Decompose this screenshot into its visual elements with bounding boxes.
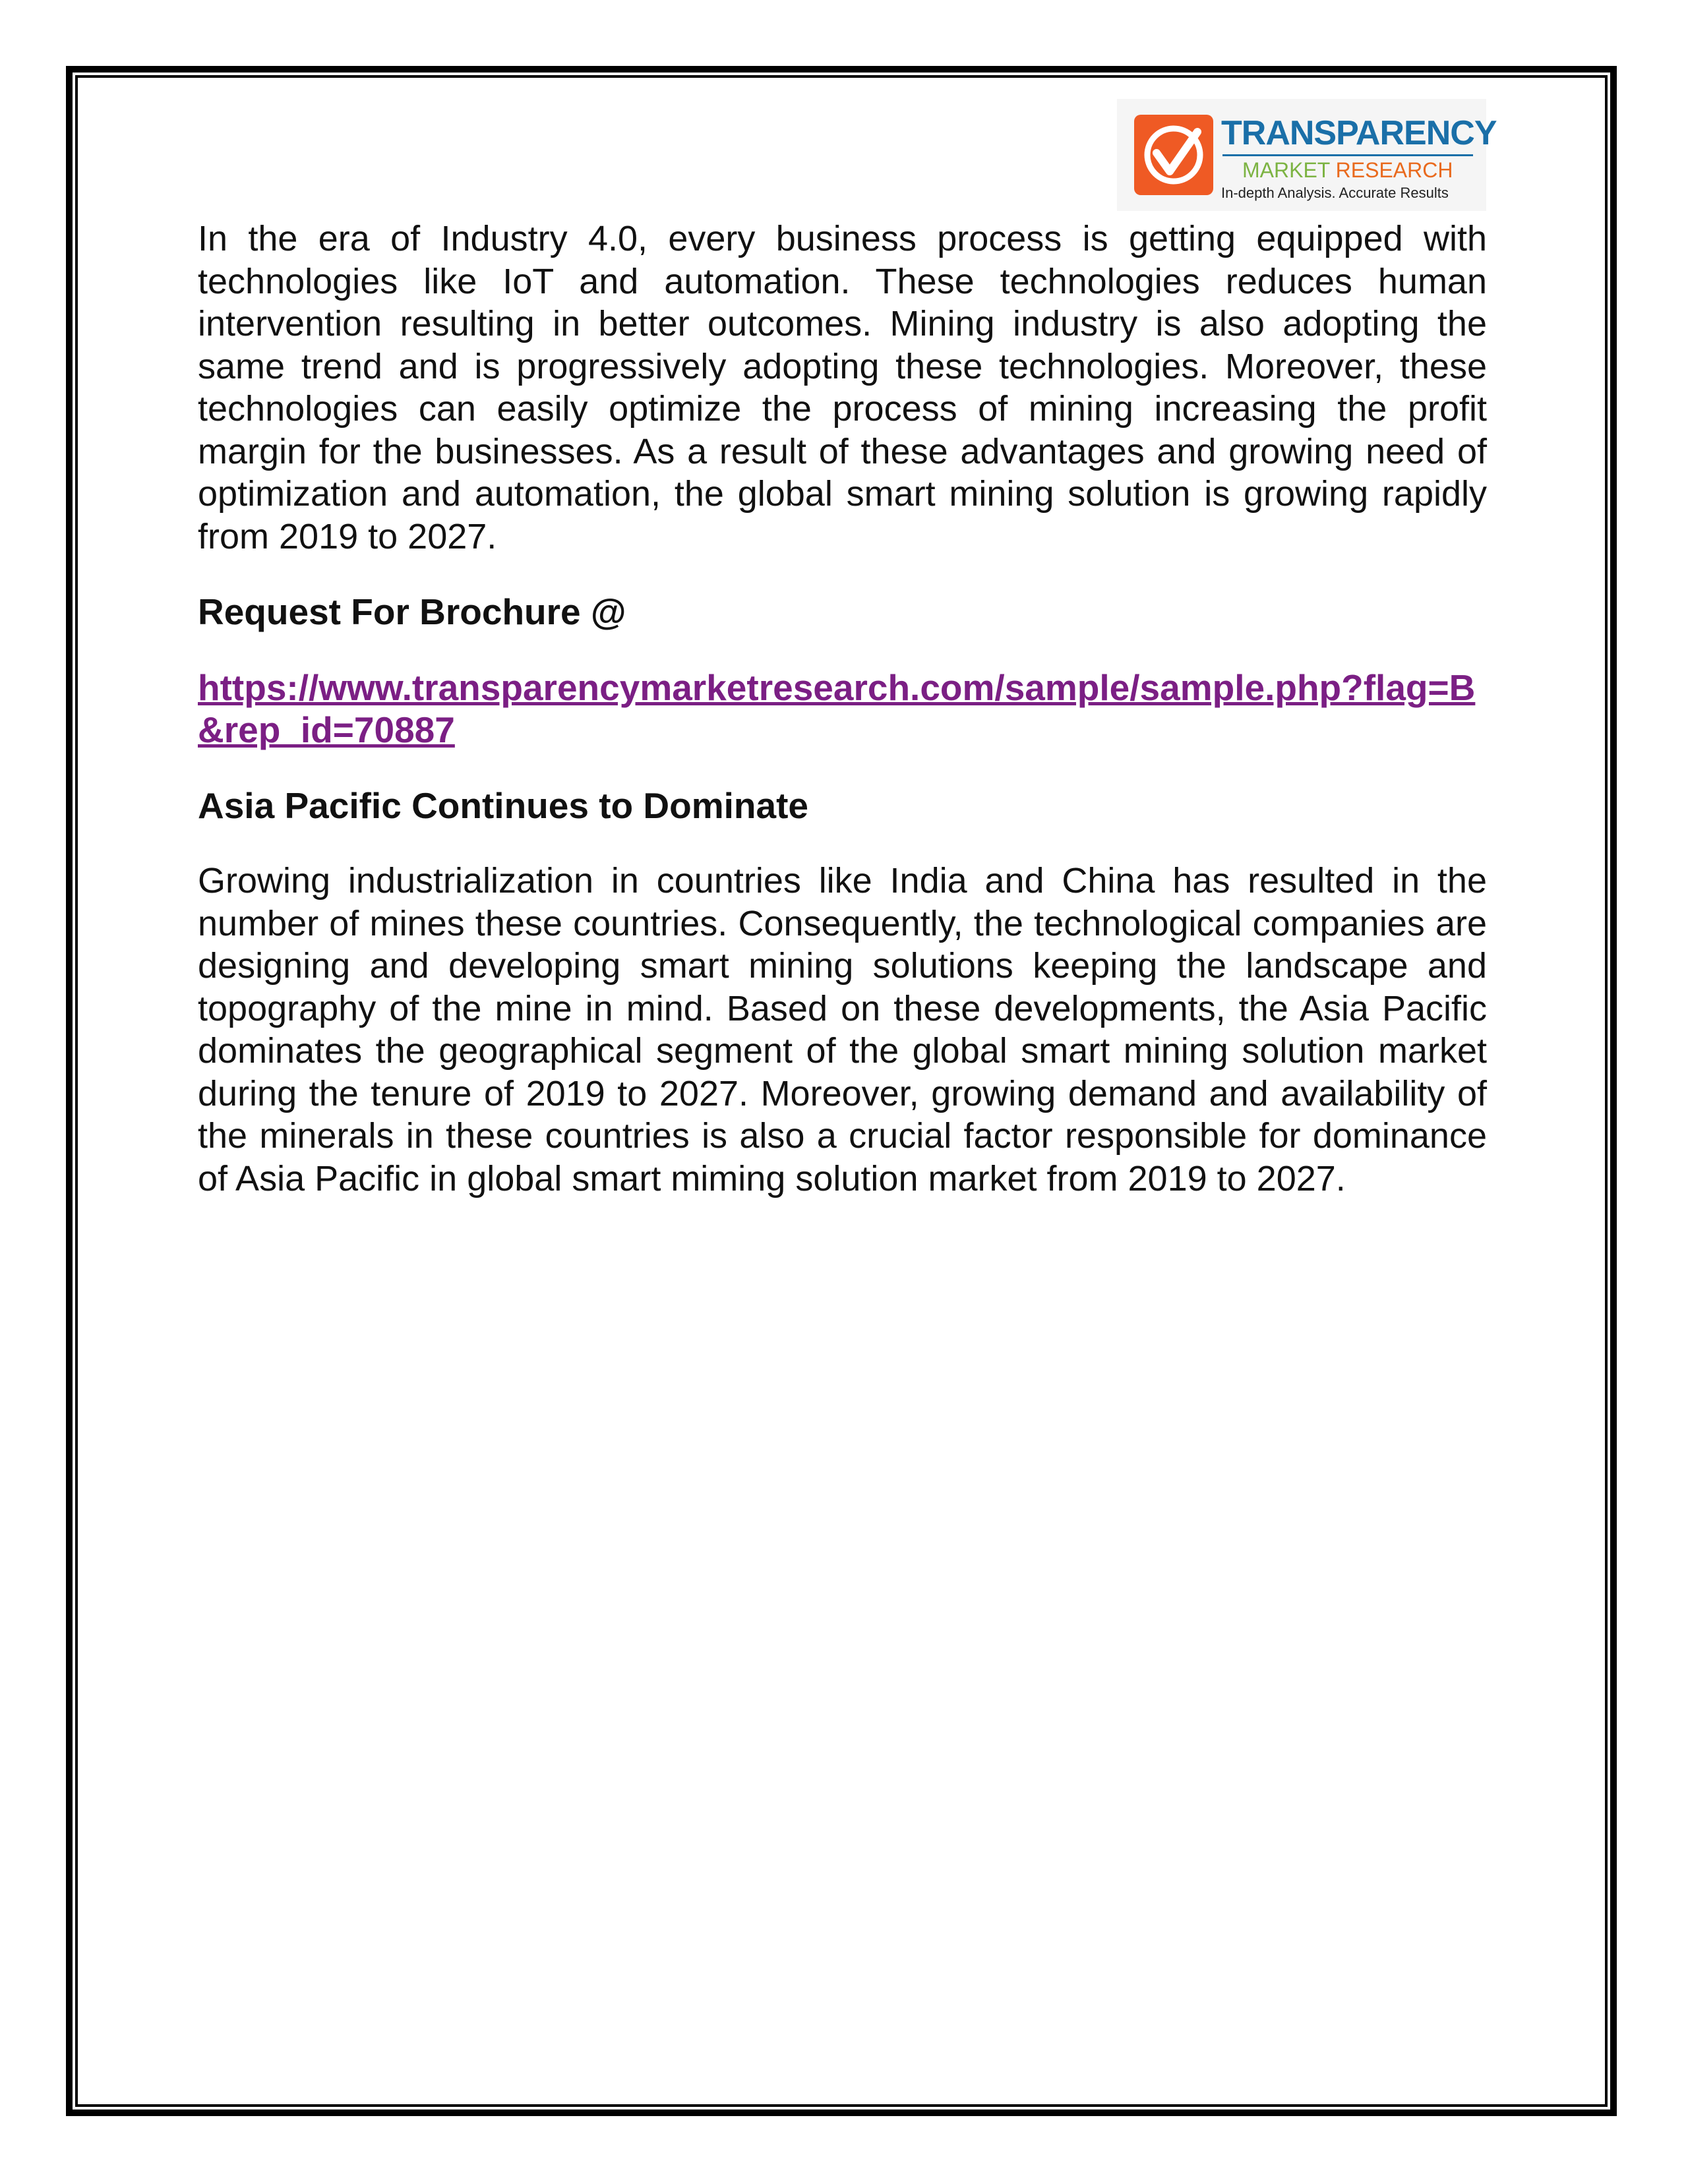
brochure-link[interactable]: https://www.transparencymarketresearch.com/sample/sample.php?flag=B&rep_id=70887 <box>198 666 1476 750</box>
document-body <box>198 218 1487 1200</box>
checkmark-logo-icon <box>1134 115 1213 195</box>
logo-divider <box>1222 154 1473 156</box>
section-heading: Asia Pacific Continues to Dominate <box>198 784 809 826</box>
intro-paragraph: In the era of Industry 4.0, every business process is getting equipped with technologies like IoT and automation. These technologies reduces human intervention resulting in better outcomes. Mining industry is also adopting the same trend and is progressively adopting these technologies. Moreover, these technologies can easily optimize the process of mining increasing the profit margin for the businesses. As a result of these advantages and growing need of optimization and automation, the global smart mining solution is growing rapidly from 2019 to 2027. <box>198 219 1487 556</box>
brochure-heading: Request For Brochure @ <box>198 591 626 632</box>
logo-subtitle-market: MARKET <box>1242 158 1330 182</box>
company-logo <box>1117 99 1497 211</box>
logo-tagline: In-depth Analysis. Accurate Results <box>1221 185 1449 201</box>
logo-subtitle <box>1242 158 1453 183</box>
asia-pacific-paragraph: Growing industrialization in countries like India and China has resulted in the number of mines these countries. Consequently, the technological companies are designing and developing smart mining solutions keeping the landscape and topography of the mine in mind. Based on these developments, the Asia Pacific dominates the geographical segment of the global smart mining solution market during the tenure of 2019 to 2027. Moreover, growing demand and availability of the minerals in these countries is also a crucial factor responsible for dominance of Asia Pacific in global smart miming solution market from 2019 to 2027. <box>198 861 1487 1198</box>
logo-title: TRANSPARENCY <box>1221 114 1497 152</box>
logo-subtitle-research: RESEARCH <box>1335 158 1453 182</box>
